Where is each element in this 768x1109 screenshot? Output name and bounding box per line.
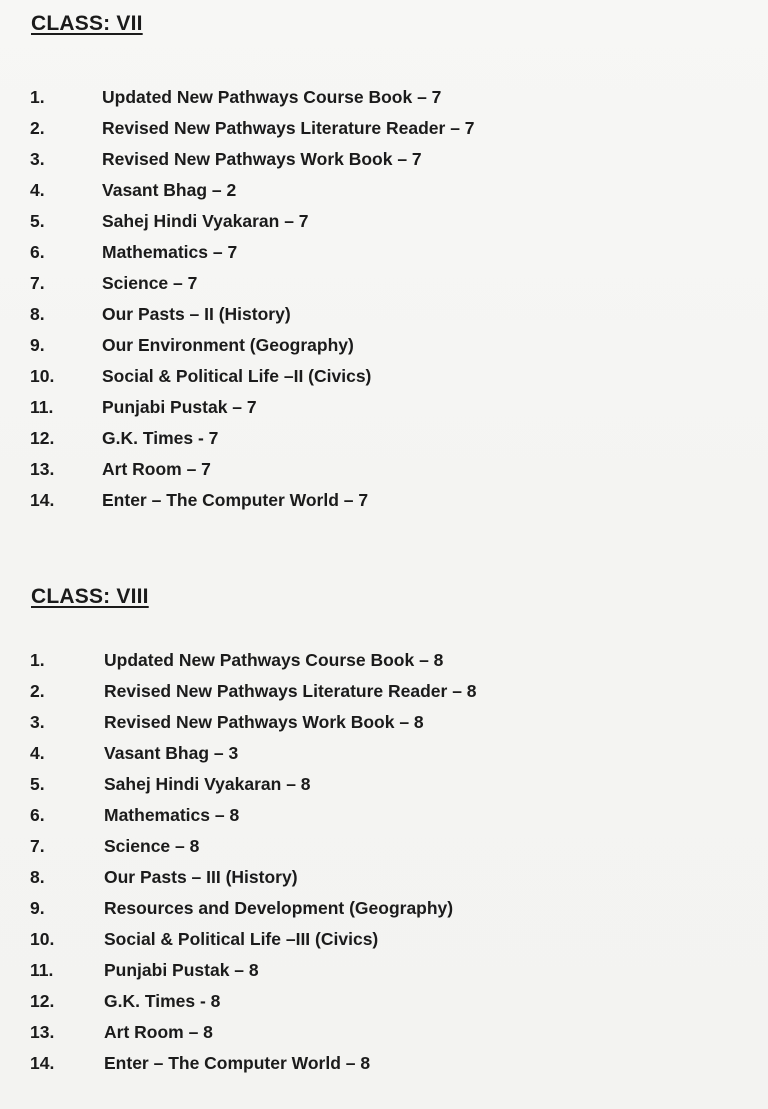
section-title: CLASS: VIII bbox=[31, 585, 149, 608]
list-item bbox=[0, 712, 768, 740]
list-item bbox=[0, 650, 768, 678]
item-number: 4. bbox=[30, 743, 45, 763]
list-item bbox=[0, 211, 768, 239]
item-number: 2. bbox=[30, 681, 45, 701]
book-title: Updated New Pathways Course Book – 7 bbox=[102, 87, 442, 107]
book-title: Mathematics – 7 bbox=[102, 242, 238, 262]
book-title: Vasant Bhag – 3 bbox=[104, 743, 239, 763]
list-item bbox=[0, 397, 768, 425]
list-item bbox=[0, 428, 768, 456]
item-number: 8. bbox=[30, 304, 45, 324]
book-title: Enter – The Computer World – 7 bbox=[102, 490, 369, 510]
list-item bbox=[0, 805, 768, 833]
book-title: Our Pasts – II (History) bbox=[102, 304, 291, 324]
list-item bbox=[0, 867, 768, 895]
list-item bbox=[0, 242, 768, 270]
item-number: 7. bbox=[30, 273, 45, 293]
book-title: Science – 8 bbox=[104, 836, 200, 856]
item-number: 13. bbox=[30, 1022, 55, 1042]
book-title: Mathematics – 8 bbox=[104, 805, 240, 825]
book-title: Updated New Pathways Course Book – 8 bbox=[104, 650, 444, 670]
item-number: 14. bbox=[30, 1053, 55, 1073]
list-item bbox=[0, 180, 768, 208]
list-item bbox=[0, 774, 768, 802]
book-title: Revised New Pathways Literature Reader – 7 bbox=[102, 118, 475, 138]
book-title: Revised New Pathways Literature Reader – 8 bbox=[104, 681, 477, 701]
item-number: 5. bbox=[30, 211, 45, 231]
item-number: 6. bbox=[30, 805, 45, 825]
item-number: 5. bbox=[30, 774, 45, 794]
book-title: Social & Political Life –III (Civics) bbox=[104, 929, 379, 949]
item-number: 11. bbox=[30, 960, 54, 980]
book-title: Art Room – 7 bbox=[102, 459, 211, 479]
list-item bbox=[0, 304, 768, 332]
item-number: 9. bbox=[30, 335, 45, 355]
list-item bbox=[0, 1022, 768, 1050]
item-number: 9. bbox=[30, 898, 45, 918]
item-number: 11. bbox=[30, 397, 54, 417]
list-item bbox=[0, 1053, 768, 1081]
item-number: 4. bbox=[30, 180, 45, 200]
list-item bbox=[0, 459, 768, 487]
list-item bbox=[0, 898, 768, 926]
book-title: G.K. Times - 7 bbox=[102, 428, 219, 448]
item-number: 10. bbox=[30, 929, 55, 949]
list-item bbox=[0, 118, 768, 146]
list-item bbox=[0, 681, 768, 709]
item-number: 1. bbox=[30, 87, 45, 107]
item-number: 13. bbox=[30, 459, 55, 479]
list-item bbox=[0, 929, 768, 957]
item-number: 3. bbox=[30, 712, 45, 732]
item-number: 3. bbox=[30, 149, 45, 169]
book-title: Vasant Bhag – 2 bbox=[102, 180, 237, 200]
list-item bbox=[0, 743, 768, 771]
book-title: Social & Political Life –II (Civics) bbox=[102, 366, 372, 386]
item-number: 14. bbox=[30, 490, 55, 510]
item-number: 1. bbox=[30, 650, 45, 670]
book-title: Sahej Hindi Vyakaran – 8 bbox=[104, 774, 311, 794]
book-title: Punjabi Pustak – 8 bbox=[104, 960, 259, 980]
list-item bbox=[0, 836, 768, 864]
item-number: 8. bbox=[30, 867, 45, 887]
book-title: Our Environment (Geography) bbox=[102, 335, 354, 355]
book-title: Science – 7 bbox=[102, 273, 198, 293]
book-title: Punjabi Pustak – 7 bbox=[102, 397, 257, 417]
list-item bbox=[0, 960, 768, 988]
book-title: Revised New Pathways Work Book – 8 bbox=[104, 712, 424, 732]
book-title: Our Pasts – III (History) bbox=[104, 867, 298, 887]
list-item bbox=[0, 366, 768, 394]
item-number: 2. bbox=[30, 118, 45, 138]
book-title: Enter – The Computer World – 8 bbox=[104, 1053, 371, 1073]
item-number: 10. bbox=[30, 366, 55, 386]
item-number: 12. bbox=[30, 991, 55, 1011]
section-title: CLASS: VII bbox=[31, 12, 143, 35]
list-item bbox=[0, 991, 768, 1019]
item-number: 6. bbox=[30, 242, 45, 262]
book-title: Art Room – 8 bbox=[104, 1022, 213, 1042]
book-title: G.K. Times - 8 bbox=[104, 991, 221, 1011]
book-title: Revised New Pathways Work Book – 7 bbox=[102, 149, 422, 169]
list-item bbox=[0, 273, 768, 301]
book-title: Resources and Development (Geography) bbox=[104, 898, 454, 918]
book-title: Sahej Hindi Vyakaran – 7 bbox=[102, 211, 309, 231]
list-item bbox=[0, 87, 768, 115]
list-item bbox=[0, 335, 768, 363]
item-number: 7. bbox=[30, 836, 45, 856]
list-item bbox=[0, 490, 768, 518]
item-number: 12. bbox=[30, 428, 55, 448]
list-item bbox=[0, 149, 768, 177]
